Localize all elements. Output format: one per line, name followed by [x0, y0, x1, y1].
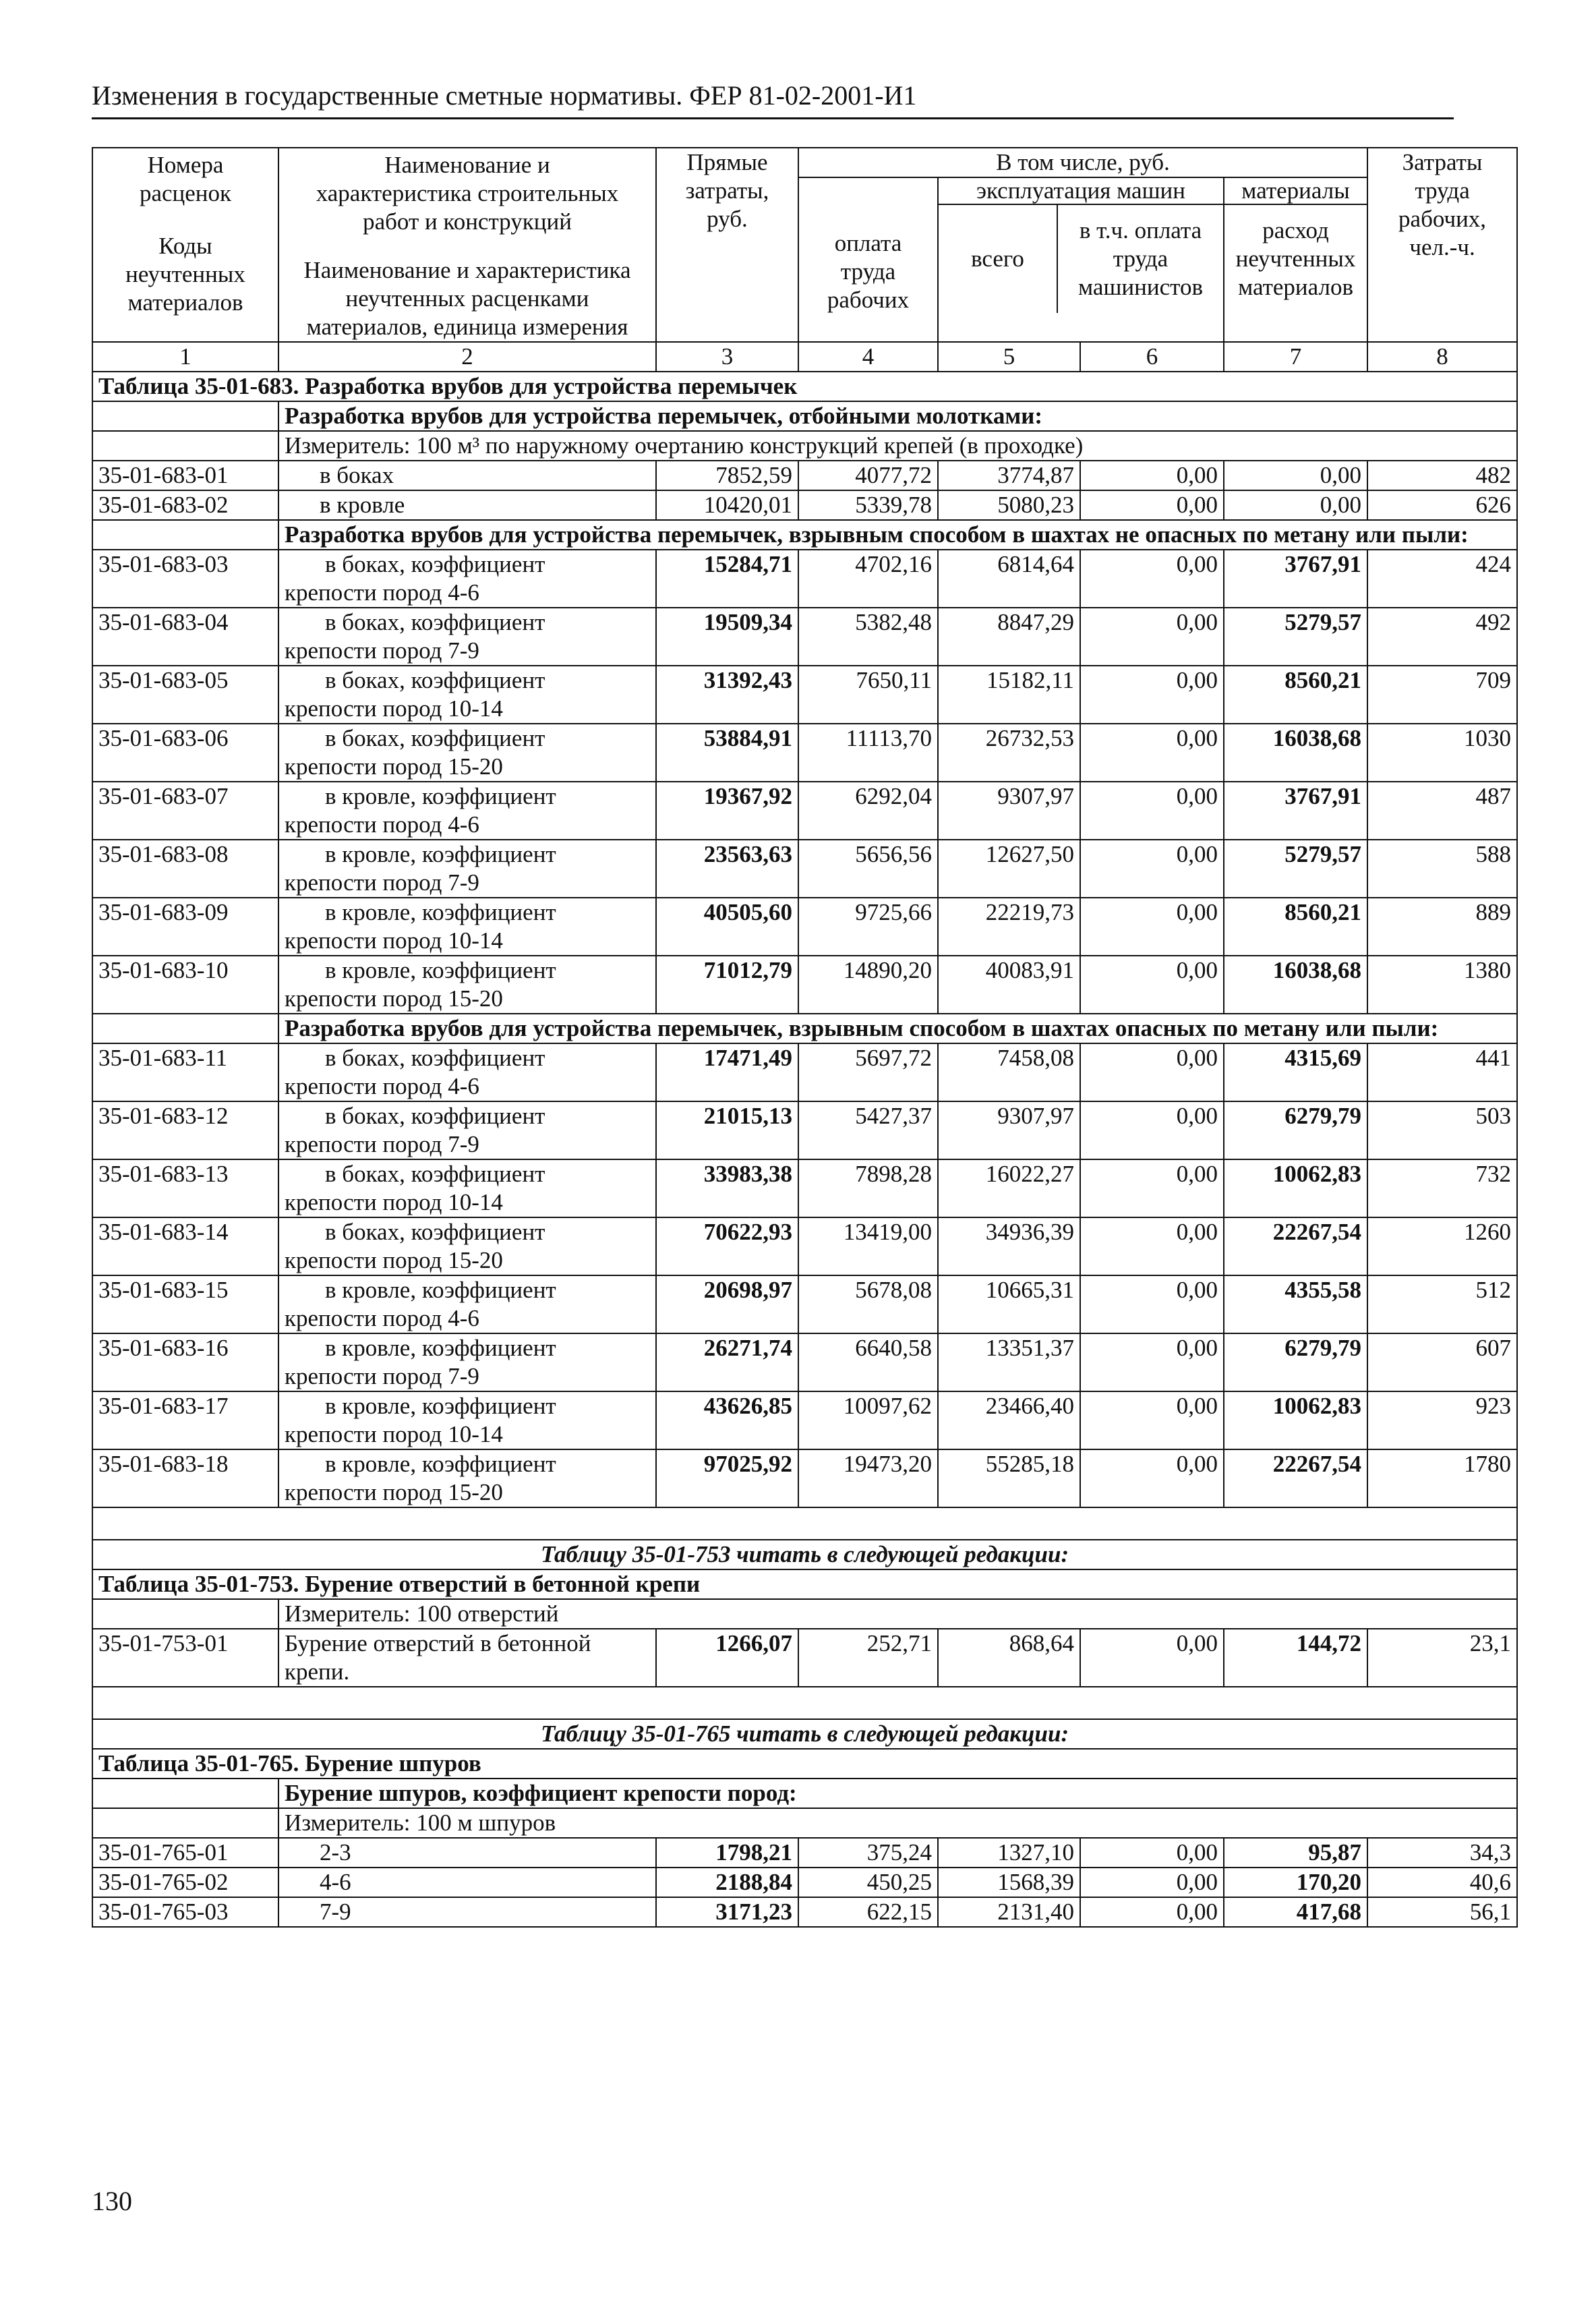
labor-pay: 11113,70 — [798, 724, 938, 782]
labor-hours: 56,1 — [1367, 1897, 1517, 1927]
rate-name — [278, 1333, 656, 1391]
labor-pay: 13419,00 — [798, 1217, 938, 1275]
materials-cost: 5279,57 — [1224, 608, 1367, 666]
rate-name — [278, 898, 656, 956]
direct-cost: 7852,59 — [656, 461, 798, 490]
direct-cost: 17471,49 — [656, 1043, 798, 1101]
col-num: 6 — [1080, 342, 1224, 372]
labor-hours: 923 — [1367, 1391, 1517, 1449]
machinists-pay: 0,00 — [1080, 898, 1224, 956]
labor-pay: 252,71 — [798, 1629, 938, 1687]
rate-name-line-1: в боках, коэффициент — [325, 667, 545, 693]
col-num: 4 — [798, 342, 938, 372]
rate-name-line-2: крепости пород 15-20 — [285, 1247, 503, 1273]
col1-header — [92, 148, 278, 342]
rates-table — [92, 147, 1518, 1928]
col2-header — [278, 148, 656, 342]
section-heading-row — [92, 1779, 1517, 1808]
section-heading: Разработка врубов для устройства перемычек, взрывным способом в шахтах опасных по метану или пыли: — [278, 1014, 1517, 1043]
labor-pay: 5427,37 — [798, 1101, 938, 1159]
rate-name-line-1: в кровле, коэффициент — [325, 1451, 556, 1477]
machines-total: 2131,40 — [938, 1897, 1080, 1927]
col3-header: Прямые затраты, руб. — [656, 148, 798, 342]
rate-row — [92, 1101, 1517, 1159]
labor-pay: 10097,62 — [798, 1391, 938, 1449]
labor-hours: 512 — [1367, 1275, 1517, 1333]
empty-cell — [92, 520, 278, 550]
rate-name-line-1: в кровле, коэффициент — [325, 1393, 556, 1419]
rate-name: в боках — [278, 461, 656, 490]
labor-hours: 503 — [1367, 1101, 1517, 1159]
direct-cost: 15284,71 — [656, 550, 798, 608]
materials-cost: 22267,54 — [1224, 1449, 1367, 1507]
empty-cell — [92, 1014, 278, 1043]
labor-pay: 4702,16 — [798, 550, 938, 608]
rate-row — [92, 1275, 1517, 1333]
machines-total: 15182,11 — [938, 666, 1080, 724]
rate-code: 35-01-683-05 — [92, 666, 278, 724]
spacer-row — [92, 1507, 1517, 1540]
machines-total: 6814,64 — [938, 550, 1080, 608]
col4-header: оплата труда рабочих — [798, 177, 938, 342]
labor-pay: 14890,20 — [798, 956, 938, 1014]
materials-cost: 170,20 — [1224, 1868, 1367, 1897]
col-num: 2 — [278, 342, 656, 372]
machinists-pay: 0,00 — [1080, 1897, 1224, 1927]
empty-cell — [92, 1808, 278, 1838]
labor-pay: 7898,28 — [798, 1159, 938, 1217]
direct-cost: 21015,13 — [656, 1101, 798, 1159]
rate-name-line-1: в боках, коэффициент — [325, 551, 545, 577]
rate-name-line-2: крепости пород 4-6 — [285, 1073, 479, 1099]
machines-total: 23466,40 — [938, 1391, 1080, 1449]
table-753-title-row — [92, 1569, 1517, 1599]
rate-name: 2-3 — [278, 1838, 656, 1868]
machinists-pay: 0,00 — [1080, 1868, 1224, 1897]
materials-cost: 22267,54 — [1224, 1217, 1367, 1275]
unit-row — [92, 431, 1517, 461]
table-683-title-row — [92, 372, 1517, 401]
labor-pay: 6292,04 — [798, 782, 938, 840]
rate-name-line-1: в боках, коэффициент — [325, 1219, 545, 1245]
rate-name-line-2: крепости пород 15-20 — [285, 753, 503, 780]
machinists-pay: 0,00 — [1080, 1629, 1224, 1687]
edit-note-row — [92, 1540, 1517, 1569]
empty-cell — [92, 401, 278, 431]
machines-total: 13351,37 — [938, 1333, 1080, 1391]
rate-name-line-2: крепи. — [285, 1658, 350, 1685]
rate-name — [278, 1275, 656, 1333]
col-num: 8 — [1367, 342, 1517, 372]
col-num: 1 — [92, 342, 278, 372]
direct-cost: 33983,38 — [656, 1159, 798, 1217]
edit-note: Таблицу 35-01-765 читать в следующей редакции: — [92, 1719, 1517, 1749]
materials-cost: 6279,79 — [1224, 1101, 1367, 1159]
materials-cost: 3767,91 — [1224, 550, 1367, 608]
rate-name-line-2: крепости пород 10-14 — [285, 695, 503, 722]
rate-code: 35-01-683-07 — [92, 782, 278, 840]
rate-name — [278, 724, 656, 782]
section-heading: Разработка врубов для устройства перемычек, отбойными молотками: — [278, 401, 1517, 431]
empty-cell — [92, 1599, 278, 1629]
rate-code: 35-01-765-02 — [92, 1868, 278, 1897]
rate-name-line-2: крепости пород 10-14 — [285, 927, 503, 954]
machines-total: 34936,39 — [938, 1217, 1080, 1275]
rate-row — [92, 1868, 1517, 1897]
col8-header: Затраты труда рабочих, чел.-ч. — [1367, 148, 1517, 342]
rate-name — [278, 1101, 656, 1159]
machines-total: 26732,53 — [938, 724, 1080, 782]
machinists-pay: 0,00 — [1080, 1159, 1224, 1217]
machines-header: эксплуатация машин — [939, 178, 1223, 205]
spacer-row — [92, 1687, 1517, 1719]
machinists-pay: 0,00 — [1080, 490, 1224, 520]
machinists-pay: 0,00 — [1080, 1217, 1224, 1275]
section-heading: Бурение шпуров, коэффициент крепости пород: — [278, 1779, 1517, 1808]
section-heading-row — [92, 401, 1517, 431]
machines-total: 8847,29 — [938, 608, 1080, 666]
machinists-pay: 0,00 — [1080, 1275, 1224, 1333]
rate-row — [92, 1629, 1517, 1687]
col1-top-label: Номера расценок — [139, 152, 232, 206]
labor-hours: 492 — [1367, 608, 1517, 666]
labor-hours: 709 — [1367, 666, 1517, 724]
labor-pay: 622,15 — [798, 1897, 938, 1927]
machinists-pay: 0,00 — [1080, 840, 1224, 898]
rate-name-line-2: крепости пород 10-14 — [285, 1421, 503, 1447]
machines-total: 1327,10 — [938, 1838, 1080, 1868]
labor-pay: 7650,11 — [798, 666, 938, 724]
rate-row — [92, 840, 1517, 898]
rate-code: 35-01-683-09 — [92, 898, 278, 956]
labor-hours: 1260 — [1367, 1217, 1517, 1275]
machines-total: 868,64 — [938, 1629, 1080, 1687]
rate-row — [92, 608, 1517, 666]
machines-total: 9307,97 — [938, 782, 1080, 840]
rate-code: 35-01-683-16 — [92, 1333, 278, 1391]
col6-header: в т.ч. оплата труда машинистов — [1078, 217, 1203, 300]
rate-row — [92, 666, 1517, 724]
direct-cost: 26271,74 — [656, 1333, 798, 1391]
labor-hours: 23,1 — [1367, 1629, 1517, 1687]
edit-note: Таблицу 35-01-753 читать в следующей редакции: — [92, 1540, 1517, 1569]
rate-code: 35-01-683-13 — [92, 1159, 278, 1217]
rate-row — [92, 1159, 1517, 1217]
materials-cost: 16038,68 — [1224, 724, 1367, 782]
rate-name-line-2: крепости пород 4-6 — [285, 811, 479, 838]
table-title: Таблица 35-01-765. Бурение шпуров — [92, 1749, 1517, 1779]
table-title: Таблица 35-01-683. Разработка врубов для устройства перемычек — [92, 372, 1517, 401]
machinists-pay: 0,00 — [1080, 1101, 1224, 1159]
rate-name-line-1: в кровле, коэффициент — [325, 899, 556, 925]
rate-name-line-1: в кровле, коэффициент — [325, 841, 556, 867]
direct-cost: 40505,60 — [656, 898, 798, 956]
header-row-1 — [92, 148, 1517, 177]
rate-name-line-1: в боках, коэффициент — [325, 1045, 545, 1071]
materials-cost: 10062,83 — [1224, 1159, 1367, 1217]
materials-cost: 8560,21 — [1224, 898, 1367, 956]
materials-cost: 0,00 — [1224, 490, 1367, 520]
materials-cost: 417,68 — [1224, 1897, 1367, 1927]
section-heading: Разработка врубов для устройства перемычек, взрывным способом в шахтах не опасных по метану или пыли: — [278, 520, 1517, 550]
rate-name-line-2: крепости пород 10-14 — [285, 1189, 503, 1215]
direct-cost: 19509,34 — [656, 608, 798, 666]
labor-hours: 626 — [1367, 490, 1517, 520]
labor-hours: 424 — [1367, 550, 1517, 608]
direct-cost: 53884,91 — [656, 724, 798, 782]
materials-cost: 4315,69 — [1224, 1043, 1367, 1101]
labor-hours: 607 — [1367, 1333, 1517, 1391]
empty-cell — [92, 1507, 1517, 1540]
rate-row — [92, 1043, 1517, 1101]
measure-unit: Измеритель: 100 м шпуров — [278, 1808, 1517, 1838]
machinists-pay: 0,00 — [1080, 666, 1224, 724]
machines-total: 10665,31 — [938, 1275, 1080, 1333]
machinists-pay: 0,00 — [1080, 1333, 1224, 1391]
labor-pay: 5382,48 — [798, 608, 938, 666]
rate-name — [278, 1449, 656, 1507]
labor-pay: 5339,78 — [798, 490, 938, 520]
labor-pay: 6640,58 — [798, 1333, 938, 1391]
rate-row — [92, 956, 1517, 1014]
rate-code: 35-01-683-06 — [92, 724, 278, 782]
rate-code: 35-01-683-15 — [92, 1275, 278, 1333]
machinists-pay: 0,00 — [1080, 782, 1224, 840]
rate-name — [278, 1159, 656, 1217]
rate-name-line-1: в боках, коэффициент — [325, 609, 545, 635]
labor-pay: 5678,08 — [798, 1275, 938, 1333]
labor-hours: 588 — [1367, 840, 1517, 898]
rate-row — [92, 724, 1517, 782]
labor-pay: 9725,66 — [798, 898, 938, 956]
materials-cost: 10062,83 — [1224, 1391, 1367, 1449]
machinists-pay: 0,00 — [1080, 1838, 1224, 1868]
rate-name: в кровле — [278, 490, 656, 520]
rate-row — [92, 1897, 1517, 1927]
materials-cost: 4355,58 — [1224, 1275, 1367, 1333]
rate-name — [278, 666, 656, 724]
direct-cost: 10420,01 — [656, 490, 798, 520]
rate-name-line-1: в боках, коэффициент — [325, 1103, 545, 1129]
rate-name-line-2: крепости пород 7-9 — [285, 1363, 479, 1389]
rate-code: 35-01-683-14 — [92, 1217, 278, 1275]
rate-row — [92, 1449, 1517, 1507]
rate-name-line-1: в боках, коэффициент — [325, 1161, 545, 1187]
rate-code: 35-01-683-08 — [92, 840, 278, 898]
machinists-pay: 0,00 — [1080, 956, 1224, 1014]
direct-cost: 23563,63 — [656, 840, 798, 898]
direct-cost: 43626,85 — [656, 1391, 798, 1449]
labor-hours: 1380 — [1367, 956, 1517, 1014]
rate-name-line-1: в кровле, коэффициент — [325, 957, 556, 983]
rate-name-line-2: крепости пород 4-6 — [285, 1305, 479, 1331]
measure-unit: Измеритель: 100 отверстий — [278, 1599, 1517, 1629]
rate-name — [278, 608, 656, 666]
machinists-pay: 0,00 — [1080, 724, 1224, 782]
col7-header: расход неучтенных материалов — [1235, 217, 1356, 300]
machinists-pay: 0,00 — [1080, 461, 1224, 490]
rate-name — [278, 1391, 656, 1449]
rate-code: 35-01-765-01 — [92, 1838, 278, 1868]
rate-code: 35-01-765-03 — [92, 1897, 278, 1927]
machines-total: 16022,27 — [938, 1159, 1080, 1217]
machines-total: 12627,50 — [938, 840, 1080, 898]
materials-cost: 95,87 — [1224, 1838, 1367, 1868]
labor-pay: 5656,56 — [798, 840, 938, 898]
rate-code: 35-01-683-02 — [92, 490, 278, 520]
labor-pay: 5697,72 — [798, 1043, 938, 1101]
rate-row — [92, 1838, 1517, 1868]
labor-hours: 441 — [1367, 1043, 1517, 1101]
rate-row — [92, 461, 1517, 490]
rate-name — [278, 550, 656, 608]
labor-hours: 487 — [1367, 782, 1517, 840]
table-title: Таблица 35-01-753. Бурение отверстий в бетонной крепи — [92, 1569, 1517, 1599]
materials-cost: 3767,91 — [1224, 782, 1367, 840]
labor-pay: 450,25 — [798, 1868, 938, 1897]
direct-cost: 20698,97 — [656, 1275, 798, 1333]
unit-row — [92, 1599, 1517, 1629]
incl-header: В том числе, руб. — [798, 148, 1367, 177]
col-num: 7 — [1224, 342, 1367, 372]
page-header: Изменения в государственные сметные нормативы. ФЕР 81-02-2001-И1 — [92, 80, 1454, 119]
rate-row — [92, 1333, 1517, 1391]
rate-name-line-2: крепости пород 15-20 — [285, 1479, 503, 1505]
col1-bottom-label: Коды неучтенных материалов — [125, 233, 245, 316]
rate-code: 35-01-683-04 — [92, 608, 278, 666]
machinists-pay: 0,00 — [1080, 1043, 1224, 1101]
rate-name-line-1: в кровле, коэффициент — [325, 1277, 556, 1303]
rate-name-line-2: крепости пород 7-9 — [285, 1131, 479, 1157]
unit-row — [92, 1808, 1517, 1838]
materials-cost: 8560,21 — [1224, 666, 1367, 724]
column-number-row — [92, 342, 1517, 372]
section-heading-row — [92, 520, 1517, 550]
direct-cost: 97025,92 — [656, 1449, 798, 1507]
labor-hours: 482 — [1367, 461, 1517, 490]
rate-name — [278, 840, 656, 898]
machinists-pay: 0,00 — [1080, 550, 1224, 608]
materials-header: материалы — [1224, 178, 1367, 205]
direct-cost: 71012,79 — [656, 956, 798, 1014]
labor-hours: 732 — [1367, 1159, 1517, 1217]
materials-cost: 16038,68 — [1224, 956, 1367, 1014]
labor-hours: 1030 — [1367, 724, 1517, 782]
rate-code: 35-01-683-10 — [92, 956, 278, 1014]
rate-row — [92, 898, 1517, 956]
rate-name — [278, 1629, 656, 1687]
rate-name: 4-6 — [278, 1868, 656, 1897]
machines-total: 40083,91 — [938, 956, 1080, 1014]
machinists-pay: 0,00 — [1080, 1449, 1224, 1507]
rate-name — [278, 956, 656, 1014]
section-heading-row — [92, 1014, 1517, 1043]
col2-top-label: Наименование и характеристика строительных работ и конструкций — [316, 152, 619, 235]
rate-name: 7-9 — [278, 1897, 656, 1927]
machines-total: 3774,87 — [938, 461, 1080, 490]
machines-total: 5080,23 — [938, 490, 1080, 520]
rate-name — [278, 1043, 656, 1101]
rate-row — [92, 550, 1517, 608]
rate-name-line-2: крепости пород 7-9 — [285, 869, 479, 896]
direct-cost: 31392,43 — [656, 666, 798, 724]
rate-name-line-2: крепости пород 7-9 — [285, 637, 479, 664]
machines-cell — [938, 177, 1224, 342]
edit-note-row — [92, 1719, 1517, 1749]
machines-total: 55285,18 — [938, 1449, 1080, 1507]
rate-name-line-1: в кровле, коэффициент — [325, 783, 556, 809]
page-number: 130 — [92, 2186, 132, 2216]
table-765-title-row — [92, 1749, 1517, 1779]
labor-pay: 4077,72 — [798, 461, 938, 490]
rate-row — [92, 1217, 1517, 1275]
measure-unit: Измеритель: 100 м³ по наружному очертанию конструкций крепей (в проходке) — [278, 431, 1517, 461]
empty-cell — [92, 431, 278, 461]
direct-cost: 19367,92 — [656, 782, 798, 840]
labor-pay: 19473,20 — [798, 1449, 938, 1507]
materials-cell — [1224, 177, 1367, 342]
rate-name-line-1: Бурение отверстий в бетонной — [285, 1630, 591, 1656]
rate-code: 35-01-683-17 — [92, 1391, 278, 1449]
machinists-pay: 0,00 — [1080, 608, 1224, 666]
rate-code: 35-01-753-01 — [92, 1629, 278, 1687]
materials-cost: 5279,57 — [1224, 840, 1367, 898]
machines-total: 22219,73 — [938, 898, 1080, 956]
direct-cost: 70622,93 — [656, 1217, 798, 1275]
empty-cell — [92, 1779, 278, 1808]
rate-name-line-2: крепости пород 4-6 — [285, 579, 479, 606]
machines-total: 9307,97 — [938, 1101, 1080, 1159]
rate-row — [92, 490, 1517, 520]
direct-cost: 3171,23 — [656, 1897, 798, 1927]
rate-name — [278, 782, 656, 840]
direct-cost: 1266,07 — [656, 1629, 798, 1687]
rate-name — [278, 1217, 656, 1275]
labor-hours: 34,3 — [1367, 1838, 1517, 1868]
labor-hours: 40,6 — [1367, 1868, 1517, 1897]
col-num: 3 — [656, 342, 798, 372]
labor-pay: 375,24 — [798, 1838, 938, 1868]
rate-code: 35-01-683-12 — [92, 1101, 278, 1159]
rate-name-line-1: в кровле, коэффициент — [325, 1335, 556, 1361]
materials-cost: 144,72 — [1224, 1629, 1367, 1687]
empty-cell — [92, 1687, 1517, 1719]
machines-total: 7458,08 — [938, 1043, 1080, 1101]
labor-hours: 1780 — [1367, 1449, 1517, 1507]
col5-header: всего — [939, 205, 1058, 313]
machines-total: 1568,39 — [938, 1868, 1080, 1897]
labor-hours: 889 — [1367, 898, 1517, 956]
rate-row — [92, 782, 1517, 840]
rate-name-line-2: крепости пород 15-20 — [285, 985, 503, 1012]
direct-cost: 2188,84 — [656, 1868, 798, 1897]
direct-cost: 1798,21 — [656, 1838, 798, 1868]
materials-cost: 6279,79 — [1224, 1333, 1367, 1391]
rate-code: 35-01-683-01 — [92, 461, 278, 490]
materials-cost: 0,00 — [1224, 461, 1367, 490]
rate-name-line-1: в боках, коэффициент — [325, 725, 545, 751]
rate-row — [92, 1391, 1517, 1449]
machinists-pay: 0,00 — [1080, 1391, 1224, 1449]
col-num: 5 — [938, 342, 1080, 372]
rate-code: 35-01-683-18 — [92, 1449, 278, 1507]
rate-code: 35-01-683-11 — [92, 1043, 278, 1101]
rate-code: 35-01-683-03 — [92, 550, 278, 608]
col2-bottom-label: Наименование и характеристика неучтенных расценками материалов, единица измерения — [303, 257, 631, 340]
